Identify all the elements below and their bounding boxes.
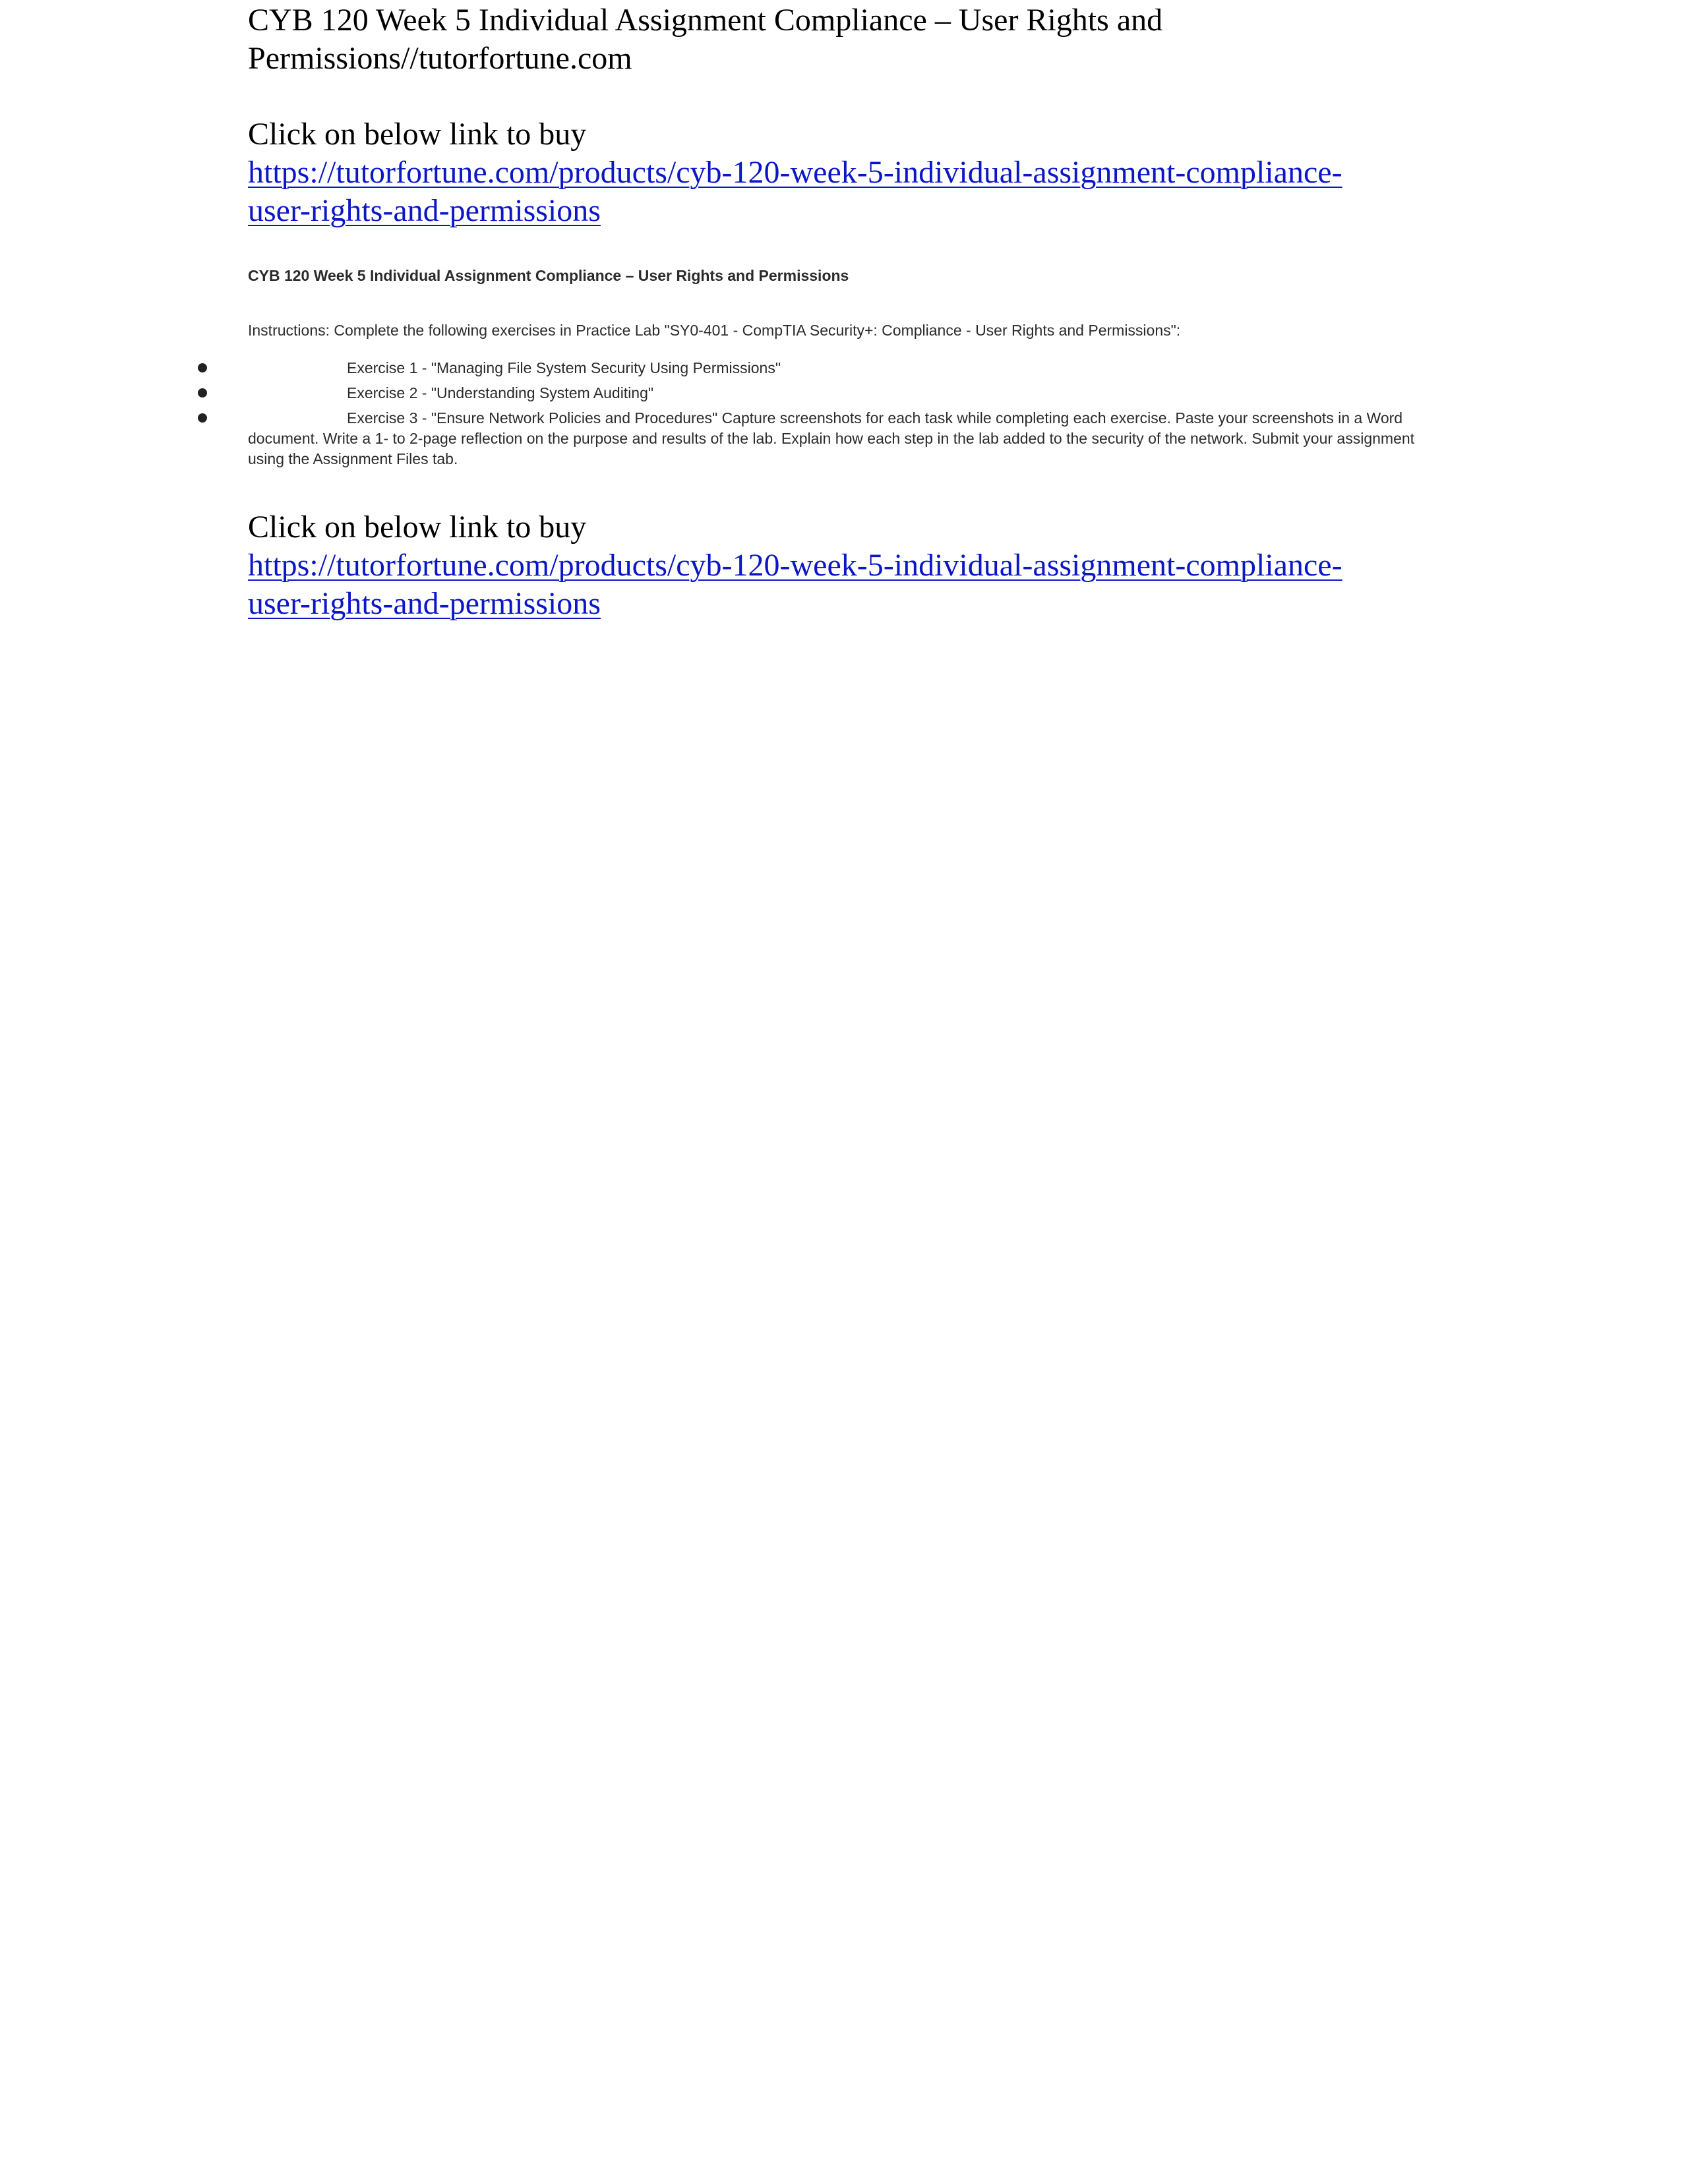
buy-link-bottom-line-2[interactable]: user-rights-and-permissions xyxy=(248,586,601,621)
title-line-2: Permissions//tutorfortune.com xyxy=(248,41,632,76)
exercise-3-text: Exercise 3 - "Ensure Network Policies and Procedures" Capture screenshots for each task while completing each exercise. Paste your screenshots in a Word document. Write a 1- to 2-page reflection on the purpose and results of the lab. Explain how each step in the lab added to the security of the network. Submit your assignment using the Assignment Files tab. xyxy=(248,409,1415,467)
assignment-heading: CYB 120 Week 5 Individual Assignment Compliance – User Rights and Permissions xyxy=(248,267,849,284)
bullet-icon xyxy=(198,363,207,372)
buy-prompt-bottom: Click on below link to buy xyxy=(248,510,587,545)
document-title xyxy=(248,1,1448,78)
buy-link-top-line-2[interactable]: user-rights-and-permissions xyxy=(248,193,601,228)
exercise-1-text: Exercise 1 - "Managing File System Security Using Permissions" xyxy=(347,359,781,376)
buy-link-top-line-1[interactable]: https://tutorfortune.com/products/cyb-120-week-5-individual-assignment-compliance- xyxy=(248,155,1342,190)
exercise-2-text: Exercise 2 - "Understanding System Auditing" xyxy=(347,384,654,401)
buy-prompt-top: Click on below link to buy xyxy=(248,117,587,152)
title-line-1: CYB 120 Week 5 Individual Assignment Compliance – User Rights and xyxy=(248,3,1163,38)
buy-block-top xyxy=(248,115,1448,230)
buy-link-bottom-line-1[interactable]: https://tutorfortune.com/products/cyb-120-week-5-individual-assignment-compliance- xyxy=(248,548,1342,583)
buy-block-bottom xyxy=(248,508,1448,623)
bullet-icon xyxy=(198,413,207,423)
instructions-text: Instructions: Complete the following exercises in Practice Lab "SY0-401 - CompTIA Security+: Compliance - User Rights and Permissions": xyxy=(248,322,1181,339)
bullet-icon xyxy=(198,388,207,398)
